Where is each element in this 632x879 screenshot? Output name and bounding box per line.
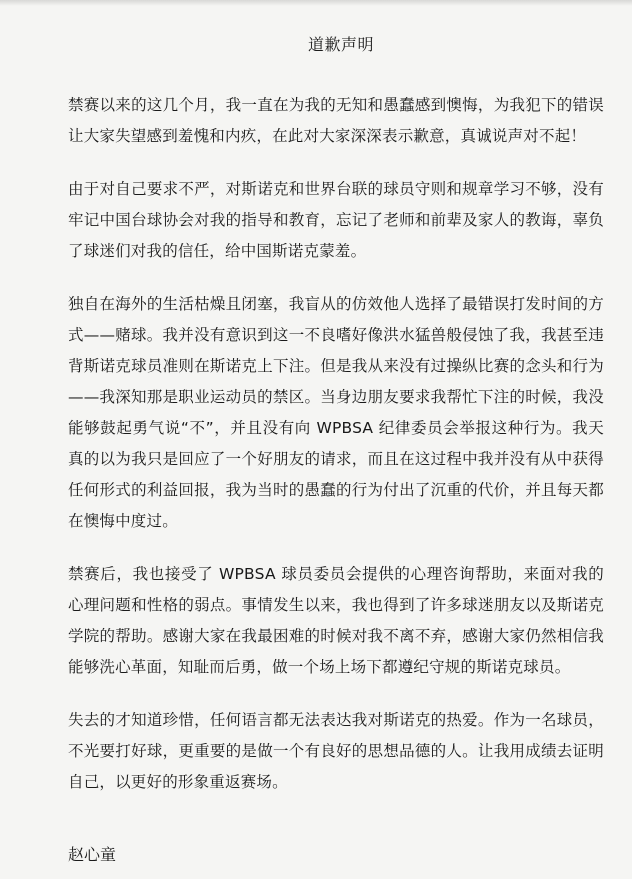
scan-edge-shadow xyxy=(0,0,632,6)
paragraph-4: 禁赛后，我也接受了 WPBSA 球员委员会提供的心理咨询帮助，来面对我的心理问题和性格的弱点。事情发生以来，我也得到了许多球迷朋友以及斯诺克学院的帮助。感谢大家在我最困难的时候对我不离不弃，感谢大家仍然相信我能够洗心革面，知耻而后勇，做一个场上场下都遵纪守规的斯诺克球员。 xyxy=(68,565,604,676)
paragraph-2: 由于对自己要求不严，对斯诺克和世界台联的球员守则和规章学习不够，没有牢记中国台球协会对我的指导和教育，忘记了老师和前辈及家人的教诲，辜负了球迷们对我的信任，给中国斯诺克蒙羞。 xyxy=(68,180,604,260)
paragraph-5: 失去的才知道珍惜，任何语言都无法表达我对斯诺克的热爱。作为一名球员，不光要打好球，更重要的是做一个有良好的思想品德的人。让我用成绩去证明自己，以更好的形象重返赛场。 xyxy=(68,711,604,791)
document-title: 道歉声明 xyxy=(307,35,374,54)
paragraph-1: 禁赛以来的这几个月，我一直在为我的无知和愚蠢感到懊悔，为我犯下的错误让大家失望感到羞愧和内疚，在此对大家深深表示歉意，真诚说声对不起！ xyxy=(68,96,604,145)
paragraph-3: 独自在海外的生活枯燥且闭塞，我盲从的仿效他人选择了最错误打发时间的方式——赌球。我并没有意识到这一不良嗜好像洪水猛兽般侵蚀了我，我甚至违背斯诺克球员准则在斯诺克上下注。但是我从来没有过操纵比赛的念头和行为——我深知那是职业运动员的禁区。当身边朋友要求我帮忙下注的时候，我没能够鼓起勇气说“不”，并且没有向 WPBSA 纪律委员会举报这种行为。我天真的以为我只是回应了一个好朋友的请求，而且在这过程中我并没有从中获得任何形式的利益回报，我为当时的愚蠢的行为付出了沉重的代价，并且每天都在懊悔中度过。 xyxy=(68,295,604,530)
signature-name: 赵心童 xyxy=(68,845,117,864)
